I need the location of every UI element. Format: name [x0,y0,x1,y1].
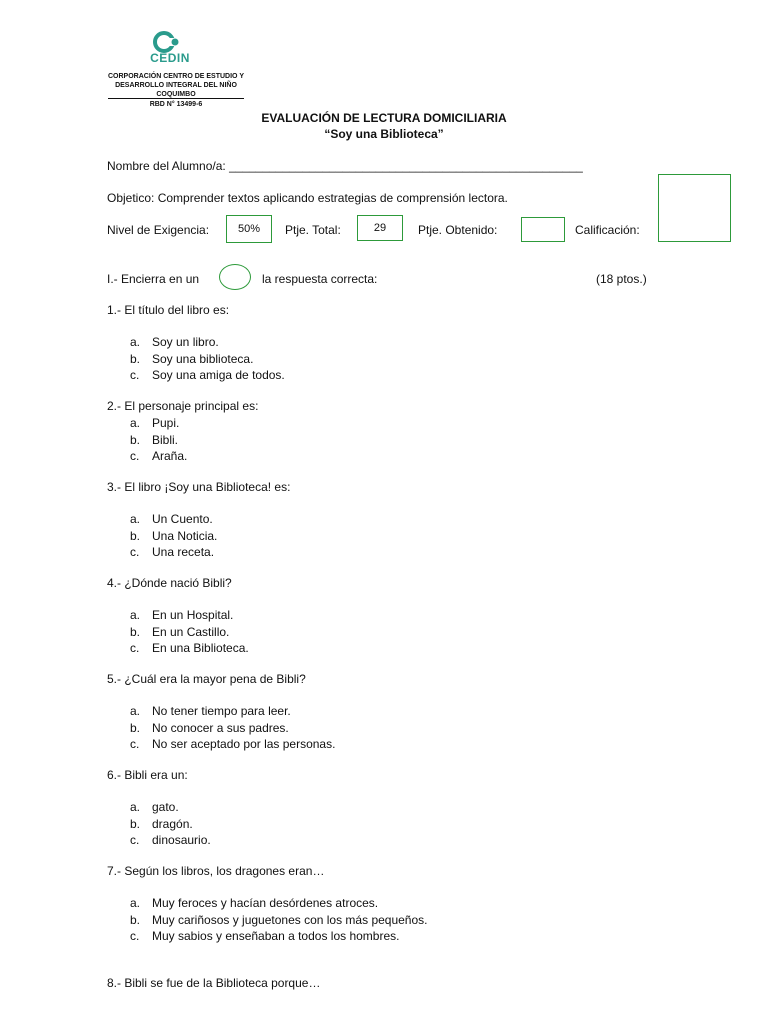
section-prefix: I.- Encierra en un [107,272,200,286]
question-6-options [130,799,211,849]
obtained-box[interactable] [521,217,565,242]
exigencia-label: Nivel de Exigencia: [107,223,210,237]
option[interactable]: c. Muy sabios y enseñaban a todos los hombres. [130,929,400,943]
option[interactable]: a. No tener tiempo para leer. [130,704,291,718]
option[interactable]: a. Muy feroces y hacían desórdenes atroces. [130,896,379,910]
question-5-options [130,703,335,753]
logo-text: CEDIN [150,51,190,65]
option[interactable]: a. Pupi. [130,416,180,430]
obtained-label: Ptje. Obtenido: [418,223,498,237]
question-5: 5.- ¿Cuál era la mayor pena de Bibli? [107,672,306,686]
institution-line-2: DESARROLLO INTEGRAL DEL NIÑO [115,82,237,89]
question-8: 8.- Bibli se fue de la Biblioteca porque… [107,976,321,990]
option[interactable]: a. En un Hospital. [130,608,234,622]
option[interactable]: b. Soy una biblioteca. [130,351,254,366]
question-4-options [130,607,249,657]
option[interactable]: b. Muy cariñosos y juguetones con los más pequeños. [130,912,428,927]
document-subtitle: “Soy una Biblioteca” [324,127,444,141]
question-7: 7.- Según los libros, los dragones eran… [107,864,325,878]
student-name-row [107,158,583,174]
option[interactable]: a. Soy un libro. [130,335,219,349]
option[interactable]: c. Una receta. [130,545,215,559]
institution-line-1: CORPORACIÓN CENTRO DE ESTUDIO Y [108,73,244,80]
question-4: 4.- ¿Dónde nació Bibli? [107,576,232,590]
rbd-number: RBD N° 13499-6 [149,101,203,108]
document-title: EVALUACIÓN DE LECTURA DOMICILIARIA [261,111,507,125]
exigencia-box: 50% [226,215,272,243]
question-7-options [130,895,428,945]
divider [108,98,244,99]
grade-label: Calificación: [575,223,640,237]
question-2: 2.- El personaje principal es: [107,399,259,413]
section-points: (18 ptos.) [596,272,647,286]
section-suffix: la respuesta correcta: [262,272,378,286]
option[interactable]: c. No ser aceptado por las personas. [130,737,336,751]
question-2-options [130,415,187,465]
option[interactable]: a. gato. [130,800,179,814]
question-3: 3.- El libro ¡Soy una Biblioteca! es: [107,480,291,494]
institution-line-3: COQUIMBO [156,91,196,98]
option[interactable]: c. Soy una amiga de todos. [130,368,285,382]
question-6: 6.- Bibli era un: [107,768,188,782]
question-1: 1.- El título del libro es: [107,303,230,317]
option[interactable]: b. dragón. [130,816,193,831]
student-name-label: Nombre del Alumno/a: [107,159,226,173]
grade-box[interactable] [658,174,731,242]
option[interactable]: c. En una Biblioteca. [130,641,249,655]
option[interactable]: c. Araña. [130,449,188,463]
option[interactable]: b. Bibli. [130,432,179,447]
question-3-options [130,511,217,561]
option[interactable]: b. En un Castillo. [130,624,230,639]
student-name-field[interactable]: _____________________________________________________ [229,159,583,173]
option[interactable]: b. No conocer a sus padres. [130,720,289,735]
option[interactable]: a. Un Cuento. [130,512,213,526]
option[interactable]: c. dinosaurio. [130,833,211,847]
total-box: 29 [357,215,403,241]
objective: Objetico: Comprender textos aplicando estrategias de comprensión lectora. [107,191,508,205]
option[interactable]: b. Una Noticia. [130,528,218,543]
circle-icon [219,264,251,290]
question-1-options [130,334,285,384]
total-label: Ptje. Total: [285,223,341,237]
